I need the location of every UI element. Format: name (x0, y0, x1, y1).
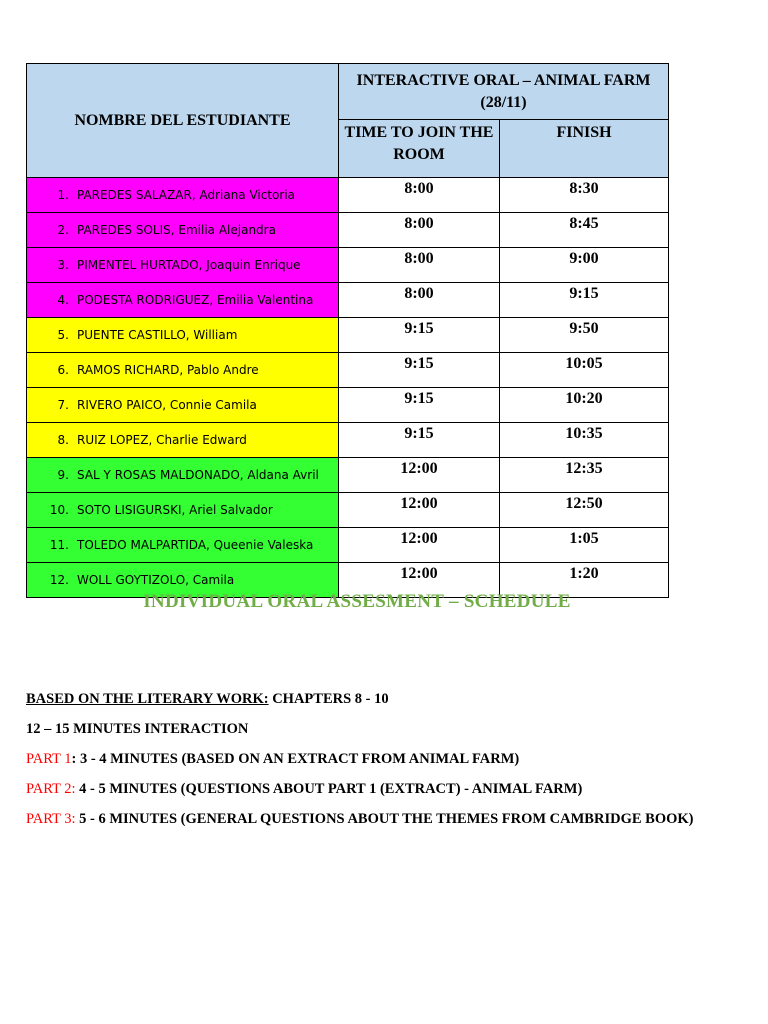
table-row (27, 283, 669, 318)
assessment-notes (26, 690, 706, 840)
row-number: 4. (57, 293, 69, 307)
student-name-cell (27, 528, 339, 563)
row-number: 2. (57, 223, 69, 237)
part1-text: : 3 - 4 MINUTES (BASED ON AN EXTRACT FROM ANIMAL FARM) (71, 751, 520, 767)
student-name-cell (27, 353, 339, 388)
part3-text: 5 - 6 MINUTES (GENERAL QUESTIONS ABOUT THE THEMES FROM CAMBRIDGE BOOK) (75, 811, 694, 827)
student-name: PAREDES SALAZAR, Adriana Victoria (77, 188, 296, 202)
row-number: 7. (57, 398, 69, 412)
note-part2 (26, 780, 706, 799)
based-value: CHAPTERS 8 - 10 (268, 691, 389, 707)
student-name: RIVERO PAICO, Connie Camila (77, 398, 257, 412)
part2-text: 4 - 5 MINUTES (QUESTIONS ABOUT PART 1 (EXTRACT) - ANIMAL FARM) (75, 781, 583, 797)
row-number: 3. (57, 258, 69, 272)
join-time-cell: 8:00 (339, 178, 500, 213)
table-row (27, 458, 669, 493)
student-name: RUIZ LOPEZ, Charlie Edward (77, 433, 247, 447)
finish-time-cell: 12:35 (500, 458, 669, 493)
student-name: PAREDES SOLIS, Emilia Alejandra (77, 223, 276, 237)
row-number: 8. (57, 433, 69, 447)
table-row (27, 423, 669, 458)
table-row (27, 493, 669, 528)
student-name: PUENTE CASTILLO, William (77, 328, 238, 342)
student-name-cell (27, 178, 339, 213)
student-name: WOLL GOYTIZOLO, Camila (77, 573, 235, 587)
table-row (27, 353, 669, 388)
finish-time-cell: 12:50 (500, 493, 669, 528)
student-name-cell (27, 423, 339, 458)
student-name: SAL Y ROSAS MALDONADO, Aldana Avril (77, 468, 319, 482)
table-row (27, 318, 669, 353)
student-name-cell (27, 283, 339, 318)
note-interaction: 12 – 15 MINUTES INTERACTION (26, 721, 249, 737)
finish-time-cell: 8:45 (500, 213, 669, 248)
based-label: BASED ON THE LITERARY WORK: (26, 691, 269, 707)
join-time-cell: 12:00 (339, 493, 500, 528)
table-row (27, 178, 669, 213)
row-number: 1. (57, 188, 69, 202)
row-number: 5. (57, 328, 69, 342)
finish-time-cell: 1:20 (500, 563, 669, 598)
join-time-cell: 8:00 (339, 213, 500, 248)
student-name: SOTO LISIGURSKI, Ariel Salvador (77, 503, 273, 517)
student-name-cell (27, 458, 339, 493)
part3-label: PART 3: (26, 811, 76, 827)
row-number: 12. (49, 573, 69, 587)
student-name: PODESTA RODRIGUEZ, Emilia Valentina (77, 293, 314, 307)
student-name: PIMENTEL HURTADO, Joaquin Enrique (77, 258, 301, 272)
table-row (27, 528, 669, 563)
finish-time-cell: 9:00 (500, 248, 669, 283)
finish-time-cell: 10:35 (500, 423, 669, 458)
student-name-cell (27, 318, 339, 353)
row-number: 11. (49, 538, 69, 552)
join-time-cell: 12:00 (339, 563, 500, 598)
part2-label: PART 2: (26, 781, 76, 797)
part1-label: PART 1 (26, 751, 72, 767)
join-time-cell: 9:15 (339, 353, 500, 388)
finish-time-cell: 1:05 (500, 528, 669, 563)
header-student-name: NOMBRE DEL ESTUDIANTE (27, 64, 339, 178)
schedule-table (26, 63, 669, 598)
join-time-cell: 9:15 (339, 388, 500, 423)
student-name-cell (27, 248, 339, 283)
finish-time-cell: 10:05 (500, 353, 669, 388)
student-name: RAMOS RICHARD, Pablo Andre (77, 363, 259, 377)
table-row (27, 213, 669, 248)
note-part1 (26, 750, 706, 769)
note-part3 (26, 810, 706, 829)
finish-time-cell: 8:30 (500, 178, 669, 213)
student-name-cell (27, 493, 339, 528)
join-time-cell: 12:00 (339, 528, 500, 563)
join-time-cell: 12:00 (339, 458, 500, 493)
join-time-cell: 9:15 (339, 423, 500, 458)
finish-time-cell: 9:50 (500, 318, 669, 353)
finish-time-cell: 10:20 (500, 388, 669, 423)
table-row (27, 388, 669, 423)
header-finish-time: FINISH (500, 120, 669, 178)
row-number: 6. (57, 363, 69, 377)
join-time-cell: 8:00 (339, 248, 500, 283)
schedule-subtitle: INDIVIDUAL ORAL ASSESMENT – SCHEDULE (143, 591, 571, 612)
table-row (27, 248, 669, 283)
join-time-cell: 9:15 (339, 318, 500, 353)
join-time-cell: 8:00 (339, 283, 500, 318)
student-name-cell (27, 388, 339, 423)
row-number: 10. (49, 503, 69, 517)
student-name: TOLEDO MALPARTIDA, Queenie Valeska (77, 538, 314, 552)
note-based-on (26, 690, 706, 709)
student-name-cell (27, 213, 339, 248)
header-join-time: TIME TO JOIN THE ROOM (339, 120, 500, 178)
row-number: 9. (57, 468, 69, 482)
finish-time-cell: 9:15 (500, 283, 669, 318)
header-session-title: INTERACTIVE ORAL – ANIMAL FARM (28/11) (339, 64, 669, 120)
